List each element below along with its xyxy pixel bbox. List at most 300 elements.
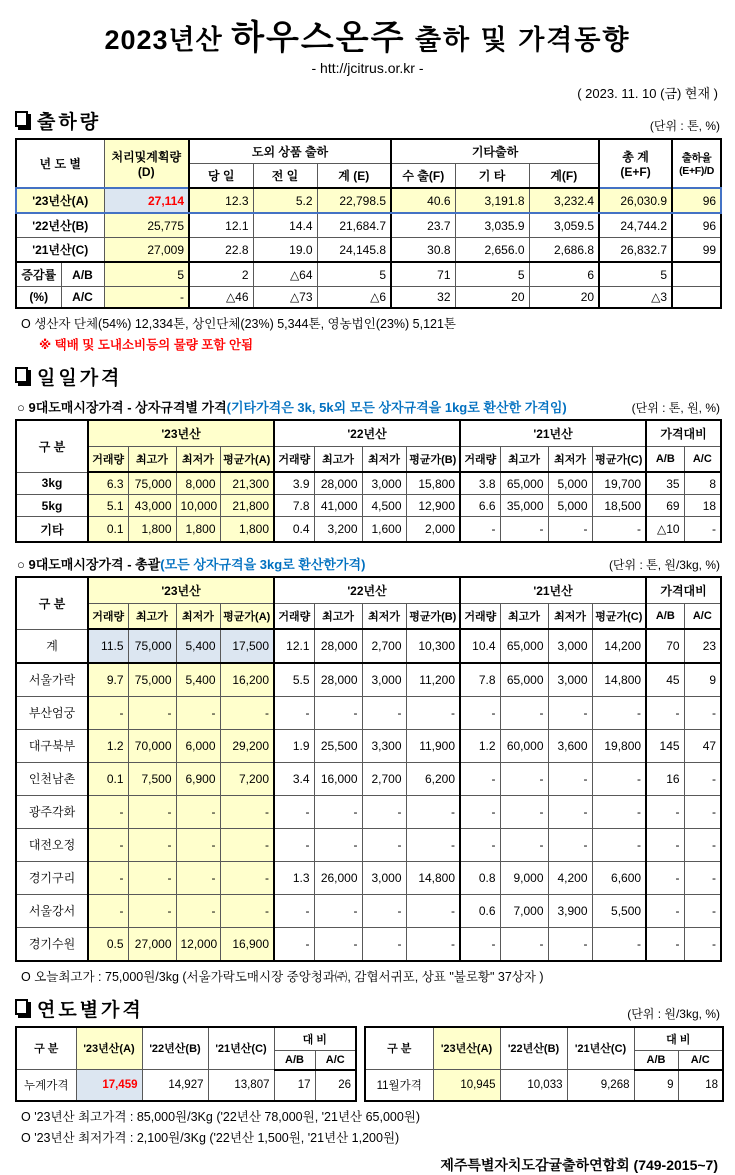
col-group-y22: '22년산 <box>274 420 460 447</box>
cell: 3,000 <box>548 629 592 663</box>
cell: - <box>176 861 220 894</box>
row-label: 대전오정 <box>16 828 88 861</box>
cell: 10.4 <box>460 629 500 663</box>
cell: 29,200 <box>220 729 274 762</box>
cell: 5,000 <box>548 495 592 517</box>
row-label: '22년산(B) <box>16 213 104 238</box>
cell: - <box>88 828 128 861</box>
col-group-y21: '21년산 <box>460 420 646 447</box>
subcol-high: 최고가 <box>314 604 362 630</box>
cell: 4,500 <box>362 495 406 517</box>
cell: 12,900 <box>406 495 460 517</box>
cell: 60,000 <box>500 729 548 762</box>
cell: - <box>128 894 176 927</box>
cell: - <box>362 795 406 828</box>
cell: - <box>406 927 460 961</box>
cell: - <box>592 828 646 861</box>
november-price-table <box>364 1026 724 1103</box>
col-group-ratio: 대 비 <box>634 1027 723 1051</box>
cell: 2,686.8 <box>529 238 599 263</box>
col-header-y21: '21년산(C) <box>208 1027 274 1070</box>
cell: 3,000 <box>362 861 406 894</box>
col-header-gubun: 구 분 <box>16 577 88 629</box>
row-label: 계 <box>16 629 88 663</box>
cell: △3 <box>599 287 672 309</box>
as-of-date: ( 2023. 11. 10 (금) 현재 ) <box>577 86 718 101</box>
cell: - <box>220 696 274 729</box>
subcol-ac: A/C <box>678 1050 723 1070</box>
cell: - <box>176 795 220 828</box>
cell: 1.2 <box>460 729 500 762</box>
shipment-row <box>16 238 721 263</box>
title-suffix: 출하 및 가격동향 <box>405 25 631 55</box>
cell: 14,800 <box>406 861 460 894</box>
cell: - <box>500 696 548 729</box>
cell: - <box>500 795 548 828</box>
organization-name: 제주특별자치도감귤출하연합회 (749-2015~7) <box>440 1157 718 1173</box>
row-label: 부산엄궁 <box>16 696 88 729</box>
cell: 20 <box>529 287 599 309</box>
cell: - <box>548 696 592 729</box>
cell: - <box>548 927 592 961</box>
col-header-prevday: 전 일 <box>253 164 317 189</box>
cell: - <box>406 894 460 927</box>
cell: 26,030.9 <box>599 188 672 213</box>
producer-note: O 생산자 단체(54%) 12,334톤, 상인단체(23%) 5,344톤, 영농법인(23%) 5,121톤 <box>21 317 457 331</box>
row-label: '21년산(C) <box>16 238 104 263</box>
price-row <box>16 696 721 729</box>
cell: 14,927 <box>142 1070 208 1102</box>
cell: △46 <box>189 287 253 309</box>
cell: - <box>684 696 721 729</box>
cell: 5,500 <box>592 894 646 927</box>
cell: 7.8 <box>274 495 314 517</box>
cell: 28,000 <box>314 472 362 495</box>
cell: 0.1 <box>88 762 128 795</box>
cell: 6.6 <box>460 495 500 517</box>
cell: - <box>460 927 500 961</box>
cell: - <box>460 517 500 543</box>
cell: 3,191.8 <box>455 188 529 213</box>
cell: - <box>274 927 314 961</box>
by-size-unit-label: (단위 : 톤, 원, %) <box>631 401 720 415</box>
cell: 12.3 <box>189 188 253 213</box>
subcol-avg-c: 평균가(C) <box>592 447 646 473</box>
cell: 14,200 <box>592 629 646 663</box>
cell: 1.9 <box>274 729 314 762</box>
subcol-low: 최저가 <box>548 447 592 473</box>
cell: 2,700 <box>362 762 406 795</box>
cell: - <box>406 828 460 861</box>
yearly-tables <box>15 1026 720 1103</box>
by-size-note: (기타가격은 3k, 5k외 모든 상자규격을 1kg로 환산한 가격임) <box>226 400 567 415</box>
high-price-note: O '23년산 최고가격 : 85,000원/3Kg ('22년산 78,000원, '21년산 65,000원) <box>21 1110 421 1124</box>
cell: 6.3 <box>88 472 128 495</box>
section-square-icon <box>15 111 28 127</box>
col-header-gubun: 구 분 <box>16 1027 76 1070</box>
cell: 11.5 <box>88 629 128 663</box>
col-header-sum-f: 계(F) <box>529 164 599 189</box>
cell: 25,775 <box>104 213 189 238</box>
cell: - <box>88 795 128 828</box>
subcol-high: 최고가 <box>128 604 176 630</box>
cell: 1.3 <box>274 861 314 894</box>
cell: - <box>592 696 646 729</box>
cell: 3,200 <box>314 517 362 543</box>
cell: - <box>314 927 362 961</box>
cell: 32 <box>391 287 455 309</box>
low-price-note: O '23년산 최저가격 : 2,100원/3Kg ('22년산 1,500원, '21년산 1,200원) <box>21 1131 400 1145</box>
col-group-y21: '21년산 <box>460 577 646 604</box>
col-group-y23: '23년산 <box>88 577 274 604</box>
cell: 22,798.5 <box>317 188 391 213</box>
cell: 24,145.8 <box>317 238 391 263</box>
cell: 10,000 <box>176 495 220 517</box>
col-header-y23: '23년산(A) <box>433 1027 500 1070</box>
cell: - <box>88 894 128 927</box>
cell: A/B <box>61 262 104 287</box>
cell: 0.6 <box>460 894 500 927</box>
cell: - <box>274 795 314 828</box>
cell: - <box>592 517 646 543</box>
cell: - <box>592 927 646 961</box>
col-header-etc: 기 타 <box>455 164 529 189</box>
cell: 1,600 <box>362 517 406 543</box>
subcol-high: 최고가 <box>314 447 362 473</box>
change-rate-row <box>16 287 721 309</box>
cell: 24,744.2 <box>599 213 672 238</box>
row-label: 증감률 <box>16 262 61 287</box>
price-row <box>16 795 721 828</box>
col-group-y23: '23년산 <box>88 420 274 447</box>
cell: 9 <box>634 1070 678 1102</box>
cell: 27,009 <box>104 238 189 263</box>
subcol-ac: A/C <box>684 604 721 630</box>
cell: 6 <box>529 262 599 287</box>
cell: - <box>684 762 721 795</box>
row-label: 11월가격 <box>365 1070 433 1102</box>
cell: 3,600 <box>548 729 592 762</box>
cell: - <box>314 894 362 927</box>
cell: 12,000 <box>176 927 220 961</box>
daily-price-section-header <box>15 363 720 390</box>
cell: 5.2 <box>253 188 317 213</box>
cell: 10,945 <box>433 1070 500 1102</box>
cell: - <box>176 894 220 927</box>
cell: 16,900 <box>220 927 274 961</box>
cell: 6,600 <box>592 861 646 894</box>
row-label: 인천남촌 <box>16 762 88 795</box>
price-by-size-table <box>15 419 722 543</box>
section-title-shipment: 출하량 <box>37 112 102 133</box>
col-header-gubun: 구 분 <box>365 1027 433 1070</box>
cell: 3,232.4 <box>529 188 599 213</box>
cell: - <box>548 795 592 828</box>
cell: - <box>104 287 189 309</box>
subcol-high: 최고가 <box>500 447 548 473</box>
cell: - <box>592 762 646 795</box>
row-label: '23년산(A) <box>16 188 104 213</box>
cell: - <box>500 927 548 961</box>
cell: - <box>274 894 314 927</box>
cell: 21,684.7 <box>317 213 391 238</box>
cell: 11,200 <box>406 663 460 697</box>
cell: 18 <box>678 1070 723 1102</box>
cell: - <box>684 894 721 927</box>
cell: 0.5 <box>88 927 128 961</box>
cell: 0.4 <box>274 517 314 543</box>
cell: 30.8 <box>391 238 455 263</box>
price-row <box>16 517 721 543</box>
cell: 20 <box>455 287 529 309</box>
cell: 26,832.7 <box>599 238 672 263</box>
cell: 96 <box>672 188 721 213</box>
cell: 2,656.0 <box>455 238 529 263</box>
col-group-ratio: 가격대비 <box>646 577 721 604</box>
price-row <box>16 927 721 961</box>
col-header-y23: '23년산(A) <box>76 1027 142 1070</box>
cell: △73 <box>253 287 317 309</box>
cell: - <box>460 762 500 795</box>
change-rate-row <box>16 262 721 287</box>
col-header-y22: '22년산(B) <box>142 1027 208 1070</box>
cell: 17 <box>274 1070 315 1102</box>
shipment-unit-label: (단위 : 톤, %) <box>649 119 720 133</box>
cell: 22.8 <box>189 238 253 263</box>
cell: 26 <box>315 1070 356 1102</box>
subcol-ac: A/C <box>315 1050 356 1070</box>
price-row <box>16 861 721 894</box>
row-label: 서울가락 <box>16 663 88 697</box>
row-label: 경기구리 <box>16 861 88 894</box>
cell: 9 <box>684 663 721 697</box>
cell: 7,500 <box>128 762 176 795</box>
cell: 21,800 <box>220 495 274 517</box>
summary-note: (모든 상자규격을 3kg로 환산한가격) <box>160 557 366 572</box>
subcol-ab: A/B <box>634 1050 678 1070</box>
cell: 9,000 <box>500 861 548 894</box>
section-title-daily: 일일가격 <box>37 368 123 389</box>
cell: - <box>274 828 314 861</box>
shipment-row <box>16 188 721 213</box>
section-title-yearly: 연도별가격 <box>37 999 144 1021</box>
cell: - <box>646 795 684 828</box>
col-group-ratio: 대 비 <box>274 1027 356 1051</box>
cell: 16,200 <box>220 663 274 697</box>
summary-title: ○ 9대도매시장가격 - 총괄 <box>17 557 161 572</box>
cell: - <box>406 696 460 729</box>
cell: 35,000 <box>500 495 548 517</box>
subcol-ab: A/B <box>646 604 684 630</box>
row-label: 대구북부 <box>16 729 88 762</box>
price-row <box>16 495 721 517</box>
subcol-low: 최저가 <box>176 447 220 473</box>
subcol-avg-b: 평균가(B) <box>406 604 460 630</box>
cell: 19,700 <box>592 472 646 495</box>
subcol-ac: A/C <box>684 447 721 473</box>
cell: 35 <box>646 472 684 495</box>
subcol-avg-b: 평균가(B) <box>406 447 460 473</box>
cell: 7,200 <box>220 762 274 795</box>
cell: 28,000 <box>314 629 362 663</box>
cell: 6,000 <box>176 729 220 762</box>
cell: 75,000 <box>128 472 176 495</box>
col-group-ratio: 가격대비 <box>646 420 721 447</box>
cell: - <box>176 696 220 729</box>
row-label: 기타 <box>16 517 88 543</box>
yearly-price-section-header <box>15 995 720 1022</box>
cell: 3.9 <box>274 472 314 495</box>
cell: 7,000 <box>500 894 548 927</box>
cell: - <box>220 828 274 861</box>
cell: 2 <box>189 262 253 287</box>
title-product: 하우스온주 <box>231 19 406 57</box>
subcol-low: 최저가 <box>362 447 406 473</box>
cell: 2,000 <box>406 517 460 543</box>
cell: 18,500 <box>592 495 646 517</box>
cell: 45 <box>646 663 684 697</box>
row-label: 3kg <box>16 472 88 495</box>
cell: 1,800 <box>176 517 220 543</box>
cell: - <box>362 927 406 961</box>
cell: - <box>684 795 721 828</box>
cell: 23.7 <box>391 213 455 238</box>
cell: - <box>220 894 274 927</box>
subcol-high: 최고가 <box>128 447 176 473</box>
col-header-year: 년 도 별 <box>16 139 104 188</box>
cell: 25,500 <box>314 729 362 762</box>
cell: 43,000 <box>128 495 176 517</box>
cell: 21,300 <box>220 472 274 495</box>
cell: 3,900 <box>548 894 592 927</box>
cell: - <box>314 696 362 729</box>
subcol-low: 최저가 <box>362 604 406 630</box>
subcol-volume: 거래량 <box>274 447 314 473</box>
cell: 16,000 <box>314 762 362 795</box>
cell: 3,059.5 <box>529 213 599 238</box>
subcol-volume: 거래량 <box>88 447 128 473</box>
cell: 5.5 <box>274 663 314 697</box>
today-high-note: O 오늘최고가 : 75,000원/3kg (서울가락도매시장 중앙청과㈜, 감협서귀포, 상표 "불로황" 37상자 ) <box>21 969 544 984</box>
subcol-low: 최저가 <box>176 604 220 630</box>
cell: 40.6 <box>391 188 455 213</box>
cell: 2,700 <box>362 629 406 663</box>
cell: - <box>314 795 362 828</box>
cell: - <box>548 828 592 861</box>
cell: 9.7 <box>88 663 128 697</box>
cell: 18 <box>684 495 721 517</box>
shipment-section-header <box>15 107 720 134</box>
cell: 5 <box>455 262 529 287</box>
cell: - <box>88 861 128 894</box>
cell: 145 <box>646 729 684 762</box>
price-row <box>16 663 721 697</box>
cell: 6,900 <box>176 762 220 795</box>
cell: 19.0 <box>253 238 317 263</box>
section-square-icon <box>15 999 28 1015</box>
cell: 8,000 <box>176 472 220 495</box>
cell: - <box>646 696 684 729</box>
cell: 28,000 <box>314 663 362 697</box>
col-group-y22: '22년산 <box>274 577 460 604</box>
cell: 8 <box>684 472 721 495</box>
col-group-other: 기타출하 <box>391 139 599 164</box>
cell: 5 <box>599 262 672 287</box>
col-group-outbound: 도외 상품 출하 <box>189 139 391 164</box>
price-row <box>16 729 721 762</box>
subcol-avg-c: 평균가(C) <box>592 604 646 630</box>
cell: 9,268 <box>567 1070 634 1102</box>
cell: 65,000 <box>500 663 548 697</box>
col-header-y21: '21년산(C) <box>567 1027 634 1070</box>
col-header-total: 총 계 (E+F) <box>599 139 672 188</box>
col-header-export: 수 출(F) <box>391 164 455 189</box>
cell: 27,000 <box>128 927 176 961</box>
cell: 26,000 <box>314 861 362 894</box>
price-row <box>16 894 721 927</box>
cell: A/C <box>61 287 104 309</box>
cell: △6 <box>317 287 391 309</box>
cell: 65,000 <box>500 629 548 663</box>
cell: - <box>548 517 592 543</box>
section-square-icon <box>15 367 28 383</box>
cell: 4,200 <box>548 861 592 894</box>
cell: 14.4 <box>253 213 317 238</box>
cell: 5,400 <box>176 629 220 663</box>
row-label: (%) <box>16 287 61 309</box>
row-label: 서울강서 <box>16 894 88 927</box>
cell: - <box>500 762 548 795</box>
col-header-day: 당 일 <box>189 164 253 189</box>
summary-subtitle <box>17 554 720 573</box>
cell: 3,300 <box>362 729 406 762</box>
cell: - <box>314 828 362 861</box>
price-by-market-table <box>15 576 722 962</box>
cumulative-price-row <box>16 1070 356 1102</box>
cell: 3.4 <box>274 762 314 795</box>
cell: 3,000 <box>362 663 406 697</box>
cell: 7.8 <box>460 663 500 697</box>
cell: - <box>362 828 406 861</box>
title-year: 2023년산 <box>104 25 232 55</box>
subcol-volume: 거래량 <box>274 604 314 630</box>
cell: 27,114 <box>104 188 189 213</box>
col-header-sum-e: 계 (E) <box>317 164 391 189</box>
cell: 17,459 <box>76 1070 142 1102</box>
cell: 5 <box>317 262 391 287</box>
cell <box>672 287 721 309</box>
price-row <box>16 828 721 861</box>
cell: 96 <box>672 213 721 238</box>
subcol-low: 최저가 <box>548 604 592 630</box>
cell: 19,800 <box>592 729 646 762</box>
cell: - <box>460 828 500 861</box>
cell: 3,000 <box>362 472 406 495</box>
cell: 11,900 <box>406 729 460 762</box>
by-size-title: ○ 9대도매시장가격 - 상자규격별 가격 <box>17 400 227 415</box>
page-title <box>15 10 720 59</box>
row-label: 누계가격 <box>16 1070 76 1102</box>
cell: 75,000 <box>128 629 176 663</box>
cell: 69 <box>646 495 684 517</box>
november-price-row <box>365 1070 723 1102</box>
row-label: 5kg <box>16 495 88 517</box>
cell: 1,800 <box>220 517 274 543</box>
row-label: 경기수원 <box>16 927 88 961</box>
cell: 75,000 <box>128 663 176 697</box>
subcol-avg-a: 평균가(A) <box>220 447 274 473</box>
col-header-plan: 처리및계획량 (D) <box>104 139 189 188</box>
